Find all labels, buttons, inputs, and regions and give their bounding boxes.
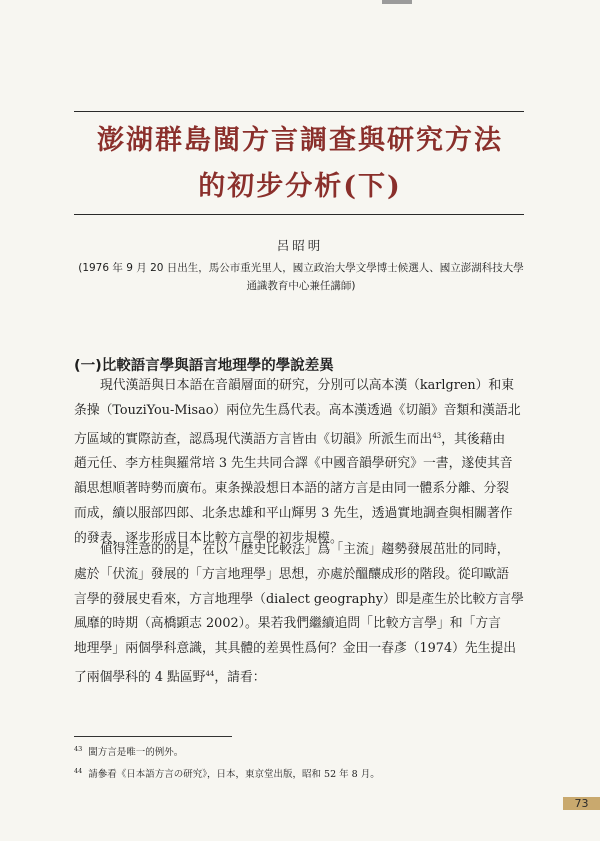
footnote-rule — [74, 736, 232, 737]
page-number: 73 — [563, 797, 600, 810]
article-title-line-2: 的初步分析(下) — [198, 171, 402, 202]
author-bio-line-1: (1976 年 9 月 20 日出生，馬公市重光里人，國立政治大學文學博士候選人、國立澎湖科技大學 — [78, 262, 524, 274]
paragraph-1-line: 的發表，逐步形成日本比較方言學的初步規模。 — [74, 530, 343, 546]
paragraph-2-line: 言學的發展史看來，方言地理學（dialect geography）即是產生於比較方言學 — [74, 591, 524, 607]
footnote-text: 閩方言是唯一的例外。 — [88, 747, 184, 758]
author-bio-line-2: 通識教育中心兼任講師) — [246, 280, 356, 292]
paragraph-1-line — [74, 424, 526, 453]
section-heading: (一)比較語言學與語言地理學的學說差異 — [74, 358, 334, 374]
paragraph-1-line: 条操（TouziYou-Misao）兩位先生爲代表。高本漢透過《切韻》音類和漢語北 — [74, 402, 521, 418]
paragraph-1 — [74, 374, 526, 552]
footnote-ref-44: 44 — [205, 669, 215, 678]
footnote-text: 請參看《日本語方言の研究》，日本，東京堂出版，昭和 52 年 8 月。 — [88, 769, 380, 780]
paragraph-1-text: 方區域的實際訪查，認爲現代漢語方言皆由《切韻》所派生而出 — [74, 431, 433, 447]
paragraph-2-line: 風靡的時期（高橋顕志 2002）。果若我們繼續追問「比較方言學」和「方言 — [74, 616, 501, 632]
author-bio — [66, 259, 536, 295]
top-edge-mark — [382, 0, 412, 4]
title-bottom-rule — [74, 214, 524, 215]
footnote-43 — [74, 740, 526, 762]
article-title-line-1: 澎湖群島閩方言調查與研究方法 — [97, 125, 503, 156]
footnote-44 — [74, 762, 526, 784]
paragraph-2-line: 値得注意的的是，在以「歷史比較法」爲「主流」趨勢發展茁壯的同時， — [100, 542, 510, 557]
paragraph-1-line: 現代漢語與日本語在音韻層面的研究，分別可以高本漢（karlgren）和東 — [100, 378, 515, 393]
paragraph-1-line: 趙元任、李方桂與羅常培 3 先生共同合譯《中國音韻學研究》一書，遂使其音 — [74, 456, 513, 472]
paragraph-1-text: ，其後藉由 — [441, 431, 506, 447]
footnotes — [74, 740, 526, 784]
paragraph-1-line: 韻思想順著時勢而廣布。東条操設想日本語的諸方言是由同一體系分離、分裂 — [74, 481, 510, 497]
title-top-rule — [74, 111, 524, 112]
footnote-number: 44 — [74, 767, 83, 775]
footnote-ref-43: 43 — [432, 431, 442, 440]
paragraph-1-line: 而成，續以服部四郎、北条忠雄和平山輝男 3 先生，透過實地調查與相關著作 — [74, 505, 513, 521]
paragraph-2-line: 處於「伏流」發展的「方言地理學」思想，亦處於醞釀成形的階段。從印歐語 — [74, 566, 510, 582]
author-name: 呂昭明 — [276, 238, 324, 253]
paragraph-2 — [74, 538, 526, 691]
paragraph-2-line: 地理學」兩個學科意識，其具體的差異性爲何？金田一春彥（1974）先生提出 — [74, 641, 517, 657]
paragraph-2-text: ，請看： — [214, 669, 266, 685]
paragraph-2-text: 了兩個學科的 4 點區野 — [74, 669, 206, 685]
footnote-number: 43 — [74, 745, 83, 753]
paragraph-2-line — [74, 662, 526, 691]
